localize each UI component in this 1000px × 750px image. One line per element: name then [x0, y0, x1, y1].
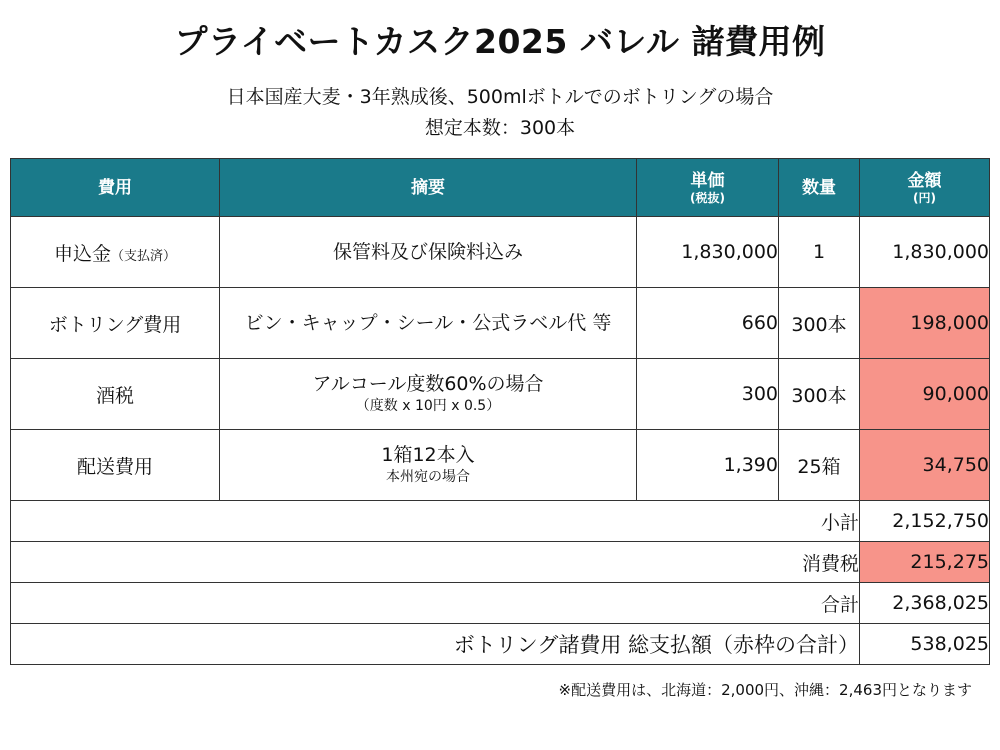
summary-row-tax [11, 542, 990, 583]
cell-description: 1箱12本入 本州宛の場合 [220, 430, 637, 501]
cell-description: 保管料及び保険料込み [220, 217, 637, 288]
bottling-total-label: ボトリング諸費用 総支払額（赤枠の合計） [11, 624, 860, 665]
cell-unit-price: 1,830,000 [637, 217, 779, 288]
cell-quantity: 25箱 [779, 430, 860, 501]
cell-category: ボトリング費用 [11, 288, 220, 359]
table-row [11, 430, 990, 501]
table-row [11, 217, 990, 288]
footnote: ※配送費用は、北海道：2,000円、沖縄：2,463円となります [558, 681, 972, 699]
cell-category: 配送費用 [11, 430, 220, 501]
bottle-count: 想定本数：300本 [424, 117, 576, 139]
table-header-row [11, 159, 990, 217]
header-description: 摘要 [220, 159, 637, 217]
cell-category: 酒税 [11, 359, 220, 430]
cell-description: ビン・キャップ・シール・公式ラベル代 等 [220, 288, 637, 359]
summary-row-subtotal [11, 501, 990, 542]
total-label: 合計 [11, 583, 860, 624]
cell-quantity: 1 [779, 217, 860, 288]
cell-quantity: 300本 [779, 288, 860, 359]
summary-row-total [11, 583, 990, 624]
header-amount: 金額 (円) [860, 159, 990, 217]
cell-amount: 1,830,000 [860, 217, 990, 288]
bottling-total-amount: 538,025 [860, 624, 990, 665]
total-amount: 2,368,025 [860, 583, 990, 624]
header-quantity: 数量 [779, 159, 860, 217]
tax-amount: 215,275 [860, 542, 990, 583]
summary-row-bottling-total [11, 624, 990, 665]
table-row [11, 359, 990, 430]
table-row [11, 288, 990, 359]
cell-unit-price: 660 [637, 288, 779, 359]
cell-description: アルコール度数60%の場合 （度数 x 10円 x 0.5） [220, 359, 637, 430]
header-category: 費用 [11, 159, 220, 217]
header-unit-price: 単価 (税抜) [637, 159, 779, 217]
cell-category: 申込金（支払済） [11, 217, 220, 288]
page-title: プライベートカスク2025 バレル 諸費用例 [174, 22, 826, 61]
cell-quantity: 300本 [779, 359, 860, 430]
subtotal-label: 小計 [11, 501, 860, 542]
page-subtitle: 日本国産大麦・3年熟成後、500mlボトルでのボトリングの場合 [226, 86, 774, 108]
cell-unit-price: 300 [637, 359, 779, 430]
cost-table [10, 158, 990, 665]
cell-amount: 34,750 [860, 430, 990, 501]
cell-amount: 90,000 [860, 359, 990, 430]
tax-label: 消費税 [11, 542, 860, 583]
subtotal-amount: 2,152,750 [860, 501, 990, 542]
cell-amount: 198,000 [860, 288, 990, 359]
cell-unit-price: 1,390 [637, 430, 779, 501]
